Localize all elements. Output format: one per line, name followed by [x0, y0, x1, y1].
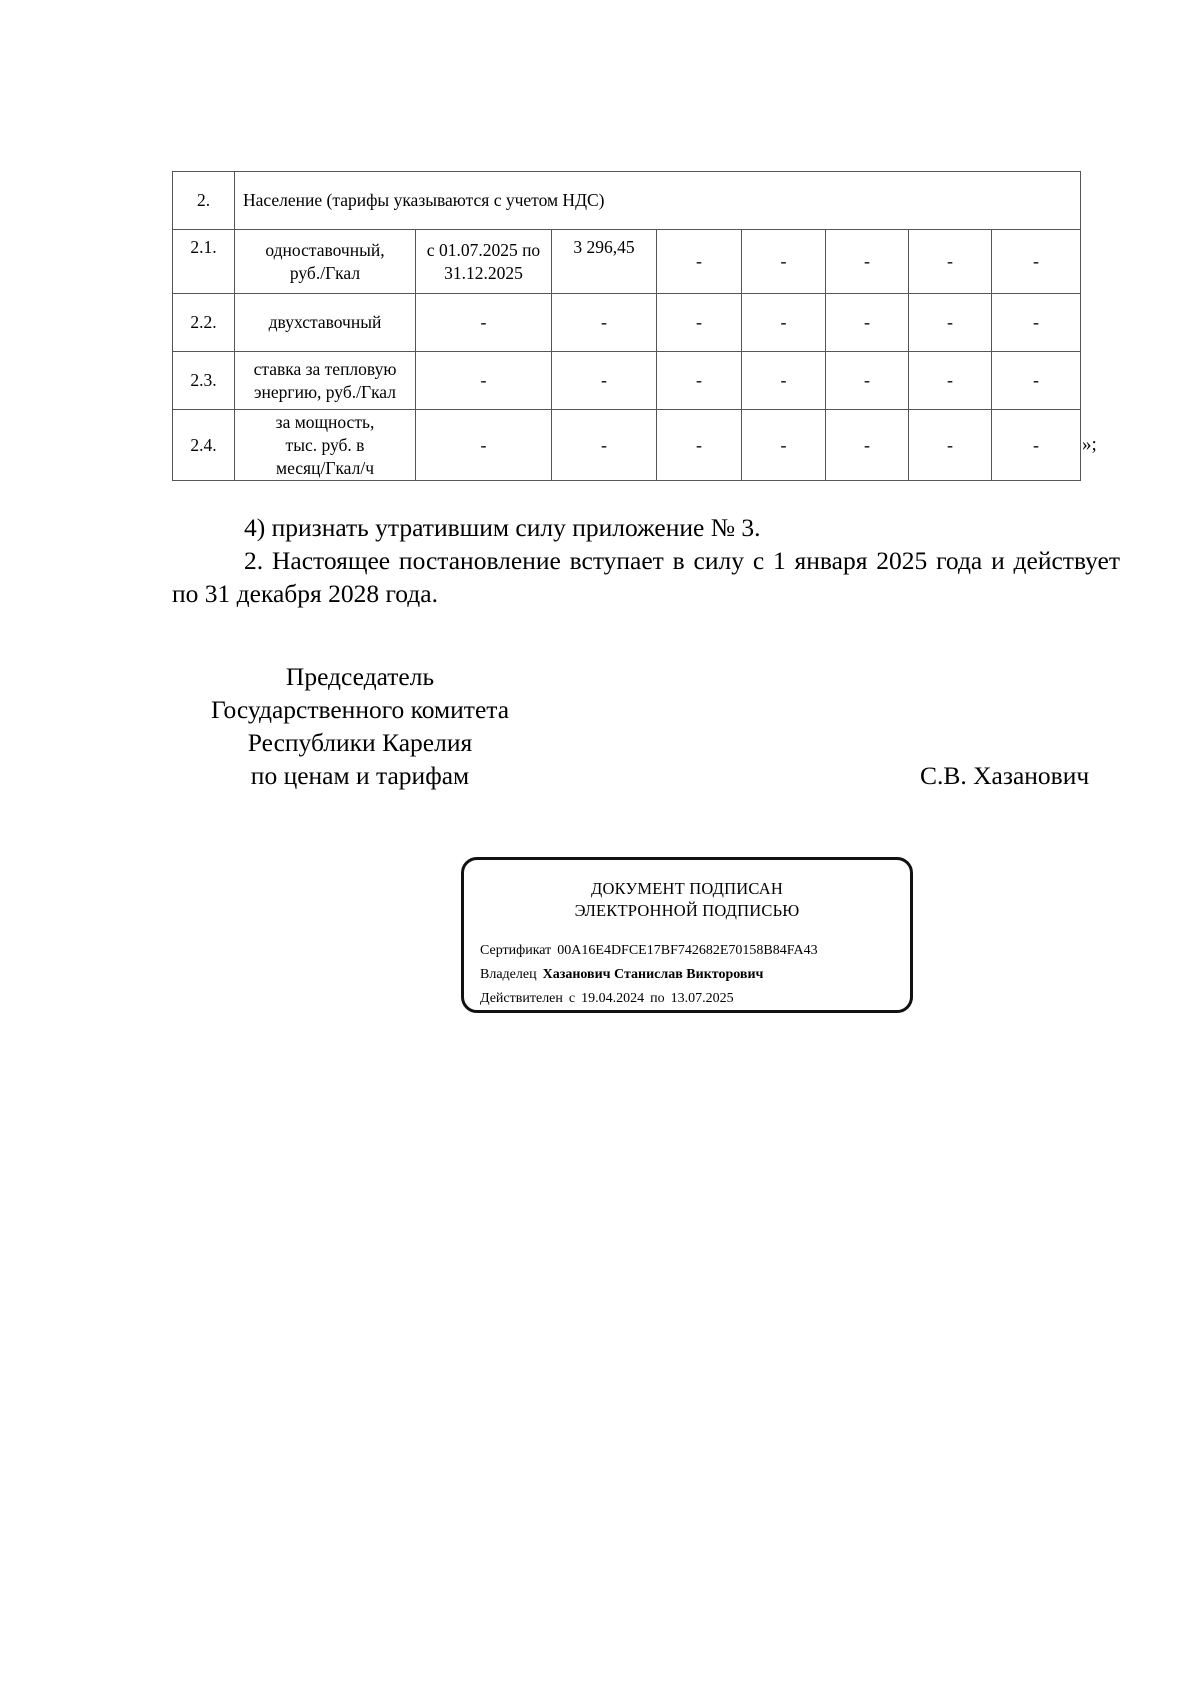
valid-label: Действителен [480, 991, 563, 1006]
table-cell: - [657, 352, 742, 410]
paragraph-effective-date: 2. Настоящее постановление вступает в силу с 1 января 2025 года и действует по 31 декабря 2028 года. [172, 546, 1120, 608]
table-cell: - [826, 230, 909, 294]
electronic-signature-stamp [461, 857, 913, 1013]
row-number: 2.3. [173, 352, 235, 410]
table-cell: - [742, 294, 826, 352]
table-cell: - [742, 410, 826, 481]
valid-to-label: по [650, 991, 665, 1006]
table-cell: - [909, 352, 992, 410]
signer-position-line: по ценам и тарифам [250, 761, 470, 790]
table-cell: - [909, 230, 992, 294]
stamp-validity [480, 990, 734, 1008]
row-number: 2.2. [173, 294, 235, 352]
table-row [173, 294, 1081, 352]
valid-to: 13.07.2025 [670, 991, 734, 1006]
section-title: Население (тарифы указываются с учетом НДС) [235, 172, 1081, 230]
tariff-period: - [416, 352, 552, 410]
tariff-label: одноставочный, руб./Гкал [235, 230, 416, 294]
tariff-value: 3 296,45 [552, 230, 657, 294]
table-cell: - [742, 230, 826, 294]
tariff-label: двухставочный [235, 294, 416, 352]
table-cell: - [992, 352, 1081, 410]
stamp-owner [480, 966, 763, 984]
paragraph-repeal: 4) признать утратившим силу приложение № 3. [244, 513, 761, 542]
tariff-period: с 01.07.2025 по 31.12.2025 [416, 230, 552, 294]
tariff-value: - [552, 294, 657, 352]
table-cell: - [826, 294, 909, 352]
stamp-title-line: ДОКУМЕНТ ПОДПИСАН [591, 879, 783, 898]
owner-value: Хазанович Станислав Викторович [542, 967, 764, 982]
signer-position-line: Председатель [285, 662, 435, 691]
stamp-title-line: ЭЛЕКТРОННОЙ ПОДПИСЬЮ [574, 901, 800, 920]
row-number: 2. [173, 172, 235, 230]
tariff-label: ставка за тепловую энергию, руб./Гкал [235, 352, 416, 410]
signer-position [170, 660, 550, 792]
owner-label: Владелец [480, 967, 537, 982]
signer-position-line: Государственного комитета [210, 695, 510, 724]
table-cell: - [826, 352, 909, 410]
table-row [173, 230, 1081, 294]
tariff-table [172, 171, 1081, 481]
table-cell: - [657, 294, 742, 352]
row-number: 2.4. [173, 410, 235, 481]
tariff-period: - [416, 410, 552, 481]
signer-name: С.В. Хазанович [920, 761, 1090, 790]
tariff-value: - [552, 410, 657, 481]
table-row-header [173, 172, 1081, 230]
table-cell: - [742, 352, 826, 410]
tariff-period: - [416, 294, 552, 352]
valid-from: 19.04.2024 [581, 991, 645, 1006]
table-cell: - [992, 294, 1081, 352]
certificate-label: Сертификат [480, 943, 552, 958]
table-cell: - [657, 230, 742, 294]
table-row [173, 410, 1081, 481]
table-cell: - [909, 410, 992, 481]
signer-position-line: Республики Карелия [247, 728, 473, 757]
certificate-value: 00A16E4DFCE17BF742682E70158B84FA43 [557, 943, 818, 958]
valid-from-label: с [568, 991, 576, 1006]
stamp-title [464, 878, 910, 922]
table-cell: - [826, 410, 909, 481]
tariff-value: - [552, 352, 657, 410]
table-row [173, 352, 1081, 410]
table-cell: - [992, 230, 1081, 294]
row-number: 2.1. [173, 230, 235, 294]
table-cell: - [657, 410, 742, 481]
tariff-label: за мощность, тыс. руб. в месяц/Гкал/ч [235, 410, 416, 481]
closing-quote: »; [1082, 434, 1097, 455]
table-cell: - [909, 294, 992, 352]
table-cell: - [992, 410, 1081, 481]
stamp-certificate [480, 942, 818, 960]
